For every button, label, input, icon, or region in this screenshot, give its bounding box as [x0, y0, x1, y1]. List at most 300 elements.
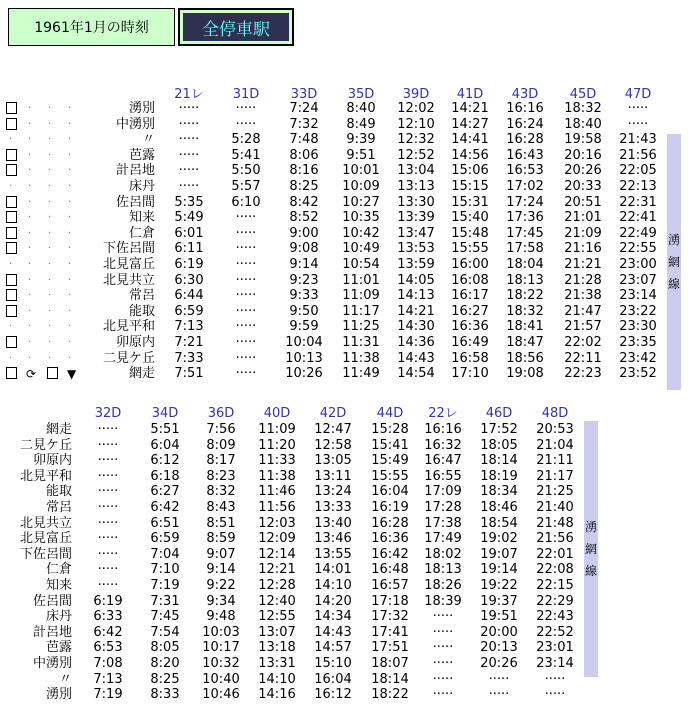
- time-cell: 14:10: [258, 671, 296, 687]
- time-cell: ·····: [627, 101, 649, 116]
- time-cell: 12:28: [258, 578, 296, 593]
- time-cell: 10:01: [342, 163, 380, 179]
- timetable-row: [0, 210, 690, 226]
- time-cell: 13:53: [397, 241, 435, 257]
- train-number: 33D: [290, 87, 318, 102]
- time-cell: 13:05: [314, 453, 352, 469]
- time-cell: 13:07: [258, 624, 296, 640]
- train-number: 39D: [402, 87, 430, 102]
- time-cell: 21:40: [536, 500, 574, 515]
- station-name: 仁倉: [45, 562, 72, 578]
- time-cell: 13:40: [314, 515, 352, 531]
- station-name: 北見平和: [102, 319, 155, 335]
- station-name: 二見ケ丘: [19, 437, 72, 453]
- freight-icon: [6, 336, 17, 348]
- empty-mark-dot: ·: [68, 103, 72, 114]
- time-cell: 16:43: [506, 147, 544, 163]
- time-cell: ·····: [432, 624, 454, 640]
- time-cell: ·····: [97, 531, 119, 547]
- time-cell: 17:52: [480, 422, 518, 437]
- time-cell: 21:11: [536, 453, 574, 469]
- time-cell: 8:20: [150, 656, 180, 671]
- time-cell: ·····: [235, 101, 257, 116]
- empty-mark-dot: ·: [68, 274, 72, 286]
- time-cell: 18:26: [424, 578, 462, 593]
- station-name: 床丹: [45, 609, 72, 625]
- time-cell: 7:08: [93, 656, 123, 671]
- time-cell: 13:31: [258, 656, 296, 671]
- time-cell: 6:59: [150, 531, 180, 547]
- station-name: 計呂地: [115, 163, 155, 179]
- time-cell: ·····: [432, 609, 454, 625]
- time-cell: ·····: [235, 319, 257, 335]
- empty-mark-dot: ·: [48, 352, 52, 364]
- time-cell: ·····: [178, 101, 200, 116]
- time-cell: 20:53: [536, 422, 574, 437]
- empty-mark-dot: ·: [9, 181, 13, 192]
- empty-mark-dot: ·: [48, 118, 52, 130]
- empty-mark-dot: ·: [28, 290, 32, 302]
- time-cell: 11:09: [258, 422, 296, 437]
- time-cell: ·····: [97, 578, 119, 593]
- station-name: 佐呂間: [115, 194, 155, 210]
- time-cell: 9:14: [206, 562, 236, 578]
- station-name: 能取: [128, 303, 155, 319]
- time-cell: ·····: [235, 366, 257, 382]
- time-cell: 18:56: [506, 350, 544, 366]
- time-cell: 16:16: [424, 422, 462, 437]
- time-cell: 11:33: [258, 453, 296, 469]
- time-cell: 6:19: [174, 257, 204, 272]
- time-cell: 19:37: [480, 593, 518, 609]
- time-cell: 22:31: [619, 194, 657, 210]
- time-cell: 16:47: [424, 453, 462, 469]
- station-name: 湧別: [45, 687, 72, 703]
- time-cell: ·····: [488, 671, 510, 687]
- time-cell: 22:52: [536, 624, 574, 640]
- time-cell: 17:10: [451, 366, 489, 382]
- time-cell: 11:38: [342, 350, 380, 366]
- time-cell: 8:40: [346, 101, 376, 116]
- train-number: 22レ: [428, 406, 458, 421]
- time-cell: 8:06: [289, 147, 319, 163]
- time-cell: 10:40: [202, 671, 240, 687]
- time-cell: 16:28: [506, 132, 544, 148]
- timetable-row: [0, 226, 690, 242]
- time-cell: 12:58: [314, 437, 352, 453]
- time-cell: 14:36: [397, 335, 435, 350]
- period-label: 1961年1月の時刻: [8, 8, 175, 46]
- time-cell: 18:39: [424, 593, 462, 609]
- time-cell: 7:24: [289, 101, 319, 116]
- empty-mark-dot: ·: [68, 305, 72, 317]
- time-cell: 16:58: [451, 350, 489, 366]
- time-cell: 13:55: [314, 546, 352, 562]
- train-number: 41D: [456, 87, 484, 102]
- time-cell: 17:51: [371, 640, 409, 656]
- time-cell: 6:33: [93, 609, 123, 625]
- time-cell: ·····: [97, 453, 119, 469]
- time-cell: 23:01: [536, 640, 574, 656]
- time-cell: 19:07: [480, 546, 518, 562]
- empty-mark-dot: ·: [28, 227, 32, 239]
- time-cell: 23:52: [619, 366, 657, 382]
- time-cell: ·····: [627, 116, 649, 132]
- time-cell: 6:12: [150, 453, 180, 469]
- time-cell: 23:00: [619, 257, 657, 272]
- meal-icon: ▼: [67, 367, 77, 382]
- time-cell: 17:09: [424, 484, 462, 500]
- freight-icon: [6, 305, 17, 317]
- time-cell: 14:56: [451, 147, 489, 163]
- down-timetable: [0, 87, 690, 392]
- empty-mark-dot: ·: [28, 321, 32, 333]
- time-cell: 15:31: [451, 194, 489, 210]
- time-cell: 23:30: [619, 319, 657, 335]
- station-name: 知来: [45, 578, 72, 593]
- empty-mark-dot: ·: [48, 337, 52, 348]
- time-cell: 9:08: [289, 241, 319, 257]
- timetable-row: [0, 304, 690, 320]
- time-cell: 12:40: [258, 593, 296, 609]
- time-cell: 10:49: [342, 241, 380, 257]
- time-cell: 9:34: [206, 593, 236, 609]
- time-cell: 19:58: [564, 132, 602, 148]
- empty-mark-dot: ·: [48, 149, 52, 161]
- time-cell: 22:13: [619, 179, 657, 194]
- time-cell: 12:52: [397, 147, 435, 163]
- time-cell: 15:41: [371, 437, 409, 453]
- empty-mark-dot: ·: [48, 212, 52, 224]
- time-cell: 14:10: [314, 578, 352, 593]
- time-cell: 18:05: [480, 437, 518, 453]
- time-cell: 5:49: [174, 210, 204, 226]
- time-cell: 15:15: [451, 179, 489, 194]
- time-cell: 16:12: [314, 687, 352, 703]
- time-cell: ·····: [235, 210, 257, 226]
- timetable-row: [0, 319, 690, 335]
- time-cell: 12:47: [314, 422, 352, 437]
- time-cell: 14:16: [258, 687, 296, 703]
- time-cell: 11:09: [342, 288, 380, 304]
- empty-mark-dot: ·: [68, 196, 72, 208]
- time-cell: 9:39: [346, 132, 376, 148]
- time-cell: 10:26: [285, 366, 323, 382]
- time-cell: 17:18: [371, 593, 409, 609]
- station-name: 床丹: [128, 179, 155, 194]
- empty-mark-dot: ·: [28, 103, 32, 114]
- empty-mark-dot: ·: [28, 352, 32, 364]
- time-cell: 21:25: [536, 484, 574, 500]
- time-cell: 8:25: [150, 671, 180, 687]
- timetable-row: [0, 273, 690, 289]
- station-name: 北見共立: [102, 272, 155, 288]
- train-number: 35D: [347, 87, 375, 102]
- time-cell: 7:31: [150, 593, 180, 609]
- time-cell: 18:34: [480, 484, 518, 500]
- station-name: 中湧別: [32, 656, 72, 671]
- freight-icon: [6, 164, 17, 176]
- time-cell: 12:32: [397, 132, 435, 148]
- empty-mark-dot: ·: [68, 149, 72, 161]
- time-cell: 16:24: [506, 116, 544, 132]
- time-cell: 16:53: [506, 163, 544, 179]
- line-label-char: 網: [584, 542, 597, 556]
- time-cell: 14:41: [451, 132, 489, 148]
- time-cell: 6:11: [174, 241, 204, 257]
- line-label-band-down: [667, 134, 681, 390]
- time-cell: 21:47: [564, 303, 602, 319]
- train-number: 36D: [207, 406, 235, 421]
- time-cell: 16:17: [451, 288, 489, 304]
- empty-mark-dot: ·: [28, 165, 32, 177]
- station-name: 芭露: [128, 147, 155, 163]
- time-cell: 19:14: [480, 562, 518, 578]
- time-cell: 10:04: [285, 335, 323, 350]
- time-cell: 13:11: [314, 468, 352, 484]
- empty-mark-dot: ·: [68, 227, 72, 239]
- parcel-icon: [47, 367, 58, 379]
- time-cell: ·····: [432, 656, 454, 671]
- time-cell: 22:55: [619, 241, 657, 257]
- time-cell: 21:56: [619, 147, 657, 163]
- station-name: 能取: [45, 484, 72, 500]
- time-cell: 17:58: [506, 241, 544, 257]
- line-label-char: 線: [667, 277, 680, 291]
- time-cell: 22:43: [536, 609, 574, 625]
- station-name: 〃: [141, 132, 155, 148]
- train-number: 40D: [263, 406, 291, 421]
- time-cell: 15:28: [371, 422, 409, 437]
- time-cell: 18:07: [371, 656, 409, 671]
- empty-mark-dot: ·: [68, 134, 72, 146]
- empty-mark-dot: ·: [68, 118, 72, 130]
- time-cell: 18:46: [480, 500, 518, 515]
- time-cell: 19:51: [480, 609, 518, 625]
- station-name: 卯原内: [32, 453, 72, 469]
- time-cell: 20:00: [480, 624, 518, 640]
- freight-icon: [6, 289, 17, 301]
- time-cell: 7:56: [206, 422, 236, 437]
- empty-mark-dot: ·: [28, 243, 32, 255]
- station-name: 下佐呂間: [102, 241, 155, 257]
- time-cell: 7:13: [93, 671, 123, 687]
- time-cell: ·····: [178, 147, 200, 163]
- empty-mark-dot: ·: [9, 352, 13, 364]
- time-cell: 6:01: [174, 225, 204, 241]
- time-cell: 22:11: [564, 350, 602, 366]
- time-cell: 21:04: [536, 437, 574, 453]
- time-cell: 17:24: [506, 194, 544, 210]
- time-cell: 20:26: [480, 656, 518, 671]
- time-cell: 16:55: [424, 468, 462, 484]
- time-cell: 23:07: [619, 272, 657, 288]
- time-cell: 7:33: [174, 350, 204, 366]
- time-cell: 8:32: [206, 484, 236, 500]
- empty-mark-dot: ·: [48, 134, 52, 146]
- time-cell: 7:19: [150, 578, 180, 593]
- time-cell: 14:05: [397, 272, 435, 288]
- time-cell: 8:05: [150, 640, 180, 656]
- empty-mark-dot: ·: [48, 290, 52, 302]
- time-cell: 7:10: [150, 562, 180, 578]
- time-cell: 11:20: [258, 437, 296, 453]
- time-cell: 18:22: [506, 288, 544, 304]
- time-cell: 22:02: [564, 335, 602, 350]
- empty-mark-dot: ·: [28, 212, 32, 224]
- time-cell: 14:01: [314, 562, 352, 578]
- time-cell: 13:24: [314, 484, 352, 500]
- time-cell: 12:21: [258, 562, 296, 578]
- time-cell: ·····: [178, 163, 200, 179]
- time-cell: 13:47: [397, 225, 435, 241]
- time-cell: 14:54: [397, 366, 435, 382]
- empty-mark-dot: ·: [48, 181, 52, 192]
- time-cell: 10:46: [202, 687, 240, 703]
- train-number: 44D: [376, 406, 404, 421]
- time-cell: 8:17: [206, 453, 236, 469]
- time-cell: 23:35: [619, 335, 657, 350]
- time-cell: 17:36: [506, 210, 544, 226]
- time-cell: 6:04: [150, 437, 180, 453]
- time-cell: 15:48: [451, 225, 489, 241]
- empty-mark-dot: ·: [48, 259, 52, 270]
- time-cell: 18:14: [371, 671, 409, 687]
- time-cell: 15:55: [371, 468, 409, 484]
- empty-mark-dot: ·: [9, 134, 13, 146]
- time-cell: 15:10: [314, 656, 352, 671]
- station-name: 卯原内: [115, 335, 155, 350]
- empty-mark-dot: ·: [48, 165, 52, 177]
- time-cell: 6:30: [174, 272, 204, 288]
- timetable-row: [0, 351, 690, 367]
- time-cell: 18:47: [506, 335, 544, 350]
- empty-mark-dot: ·: [68, 259, 72, 270]
- empty-mark-dot: ·: [28, 181, 32, 192]
- time-cell: 7:21: [174, 335, 204, 350]
- time-cell: 7:45: [150, 609, 180, 625]
- time-cell: 9:00: [289, 225, 319, 241]
- time-cell: 16:57: [371, 578, 409, 593]
- empty-mark-dot: ·: [28, 118, 32, 130]
- timetable-row: [0, 335, 690, 351]
- time-cell: 16:42: [371, 546, 409, 562]
- time-cell: ·····: [97, 500, 119, 515]
- time-cell: 20:51: [564, 194, 602, 210]
- time-cell: 16:49: [451, 335, 489, 350]
- time-cell: 6:19: [93, 593, 123, 609]
- time-cell: ·····: [432, 640, 454, 656]
- time-cell: 6:59: [174, 303, 204, 319]
- time-cell: 16:16: [506, 101, 544, 116]
- station-name: 知来: [128, 210, 155, 226]
- time-cell: 23:42: [619, 350, 657, 366]
- time-cell: 12:10: [397, 116, 435, 132]
- time-cell: 13:59: [397, 257, 435, 272]
- empty-mark-dot: ·: [48, 196, 52, 208]
- time-cell: 21:38: [564, 288, 602, 304]
- empty-mark-dot: ·: [28, 196, 32, 208]
- time-cell: 7:13: [174, 319, 204, 335]
- time-cell: 9:50: [289, 303, 319, 319]
- time-cell: 16:48: [371, 562, 409, 578]
- time-cell: 5:41: [231, 147, 261, 163]
- time-cell: 9:14: [289, 257, 319, 272]
- time-cell: 14:21: [397, 303, 435, 319]
- time-cell: 23:22: [619, 303, 657, 319]
- time-cell: 15:40: [451, 210, 489, 226]
- timetable-row: [0, 687, 690, 703]
- time-cell: 10:03: [202, 624, 240, 640]
- time-cell: 6:53: [93, 640, 123, 656]
- time-cell: 14:27: [451, 116, 489, 132]
- time-cell: 14:57: [314, 640, 352, 656]
- time-cell: 15:49: [371, 453, 409, 469]
- time-cell: 22:49: [619, 225, 657, 241]
- freight-icon: [6, 118, 17, 130]
- time-cell: 18:02: [424, 546, 462, 562]
- station-name: 〃: [58, 671, 72, 687]
- time-cell: 14:43: [314, 624, 352, 640]
- time-cell: 10:42: [342, 225, 380, 241]
- time-cell: 7:48: [289, 132, 319, 148]
- timetable-row: [0, 179, 690, 195]
- line-label-char: 湧: [667, 233, 680, 247]
- time-cell: 9:59: [289, 319, 319, 335]
- time-cell: 12:09: [258, 531, 296, 547]
- time-cell: 10:17: [202, 640, 240, 656]
- timetable-row: [0, 366, 690, 382]
- time-cell: 8:25: [289, 179, 319, 194]
- time-cell: 8:43: [206, 500, 236, 515]
- time-cell: ·····: [235, 288, 257, 304]
- time-cell: 8:49: [346, 116, 376, 132]
- station-name: 網走: [128, 366, 155, 382]
- freight-icon: [6, 227, 17, 239]
- empty-mark-dot: ·: [48, 305, 52, 317]
- time-cell: ·····: [235, 272, 257, 288]
- time-cell: 5:57: [231, 179, 261, 194]
- time-cell: 7:54: [150, 624, 180, 640]
- timetable-row: [0, 288, 690, 304]
- time-cell: ·····: [97, 437, 119, 453]
- time-cell: 16:36: [451, 319, 489, 335]
- time-cell: 9:48: [206, 609, 236, 625]
- time-cell: 10:13: [285, 350, 323, 366]
- empty-mark-dot: ·: [68, 321, 72, 333]
- time-cell: ·····: [432, 671, 454, 687]
- time-cell: 18:22: [371, 687, 409, 703]
- time-cell: 10:54: [342, 257, 380, 272]
- empty-mark-dot: ·: [68, 352, 72, 364]
- time-cell: 7:32: [289, 116, 319, 132]
- station-name: 佐呂間: [32, 593, 72, 609]
- time-cell: 6:51: [150, 515, 180, 531]
- time-cell: 15:06: [451, 163, 489, 179]
- time-cell: 22:05: [619, 163, 657, 179]
- time-cell: ·····: [544, 687, 566, 703]
- empty-mark-dot: ·: [28, 305, 32, 317]
- time-cell: 9:07: [206, 546, 236, 562]
- time-cell: 16:04: [371, 484, 409, 500]
- empty-mark-dot: ·: [28, 337, 32, 348]
- freight-icon: [6, 149, 17, 161]
- time-cell: ·····: [235, 335, 257, 350]
- time-cell: 10:32: [202, 656, 240, 671]
- time-cell: 8:52: [289, 210, 319, 226]
- time-cell: ·····: [97, 546, 119, 562]
- empty-mark-dot: ·: [68, 290, 72, 302]
